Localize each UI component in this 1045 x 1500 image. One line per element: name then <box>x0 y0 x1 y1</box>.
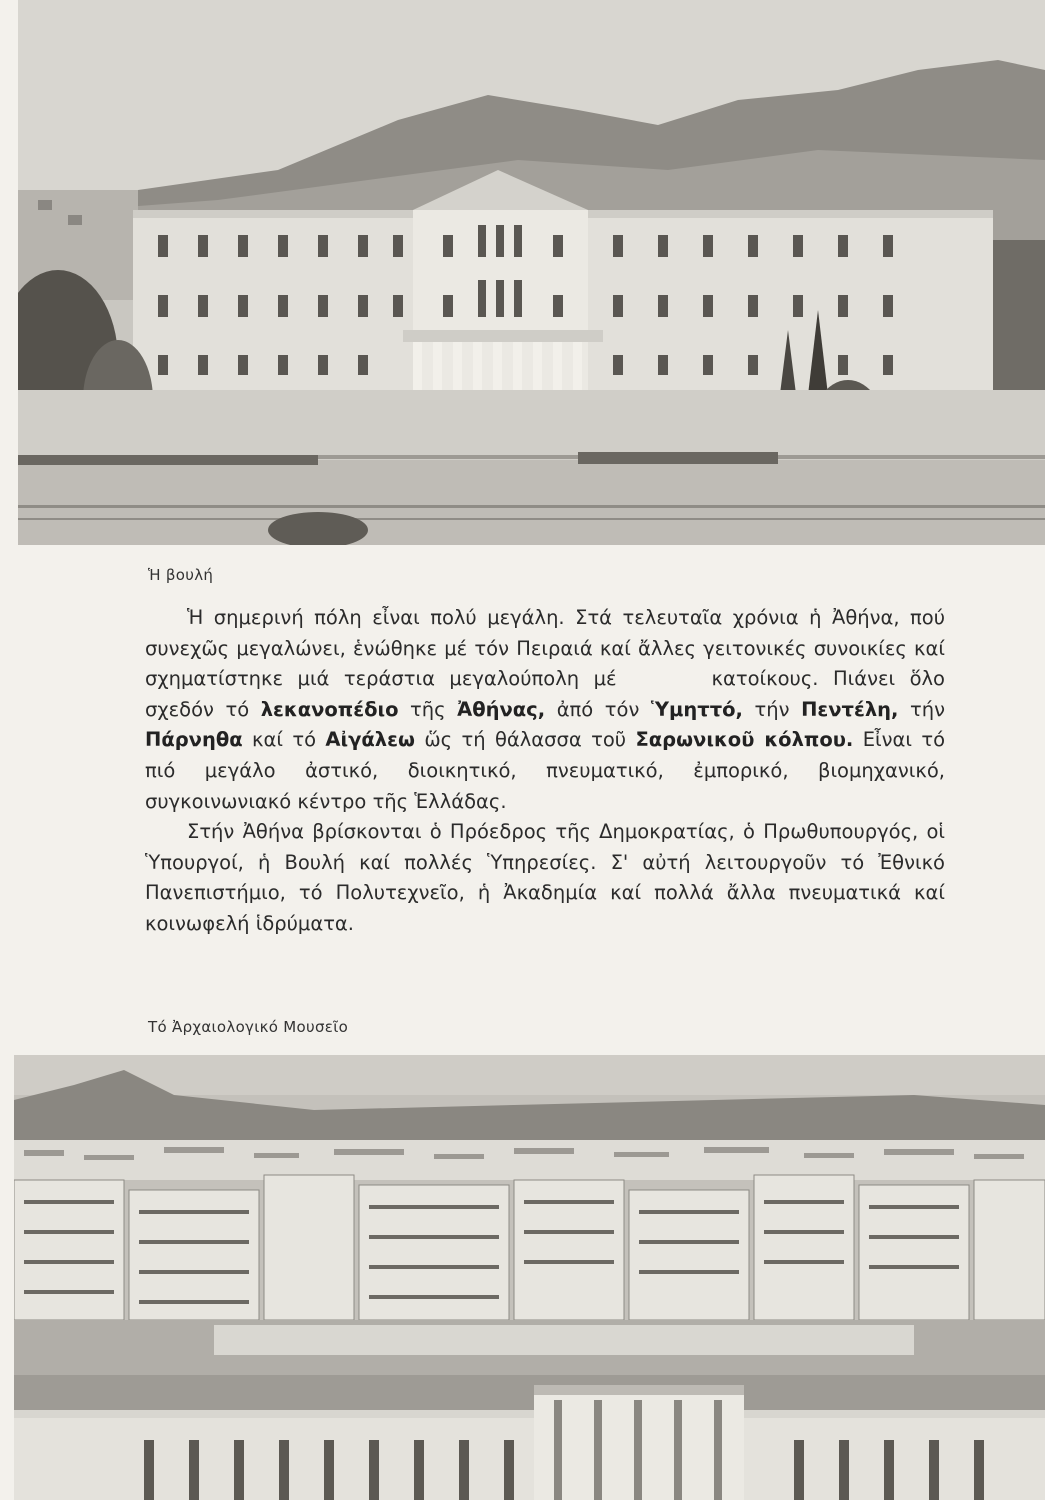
para1-text-3: τῆς <box>410 697 446 721</box>
parliament-illustration <box>18 0 1045 545</box>
term-athinas: Ἀθήνας, <box>457 697 546 721</box>
para1-text-6: τήν <box>910 697 945 721</box>
paragraph-1 <box>145 603 945 817</box>
paragraph-2: Στήν Ἀθήνα βρίσκονται ὁ Πρόεδρος τῆς Δημοκρατίας, ὁ Πρωθυπουργός, οἱ Ὑπουργοί, ἡ Βουλή καί πολλές Ὑπηρεσίες. Σ' αὐτή λειτουργοῦν τό Ἐθνικό Πανεπιστήμιο, τό Πολυτεχνεῖο, ἡ Ἀκαδημία καί πολλά ἄλλα πνευματικά καί κοινωφελή ἱδρύματα. <box>145 820 945 935</box>
para1-text-5: τήν <box>754 697 790 721</box>
term-lekanopedio: λεκανοπέδιο <box>260 697 399 721</box>
museum-photo <box>14 1055 1045 1500</box>
parliament-caption: Ἡ βουλή <box>148 566 214 584</box>
para1-text-4: ἀπό τόν <box>556 697 640 721</box>
parliament-photo <box>18 0 1045 545</box>
para1-text-7: καί τό <box>252 728 317 752</box>
term-penteli: Πεντέλη, <box>801 697 899 721</box>
para1-text-1: Ἡ σημερινή πόλη εἶναι πολύ μεγάλη. Στά τελευταῖα χρόνια ἡ Ἀθήνα, πού συνεχῶς μεγαλώνει, ἑνώθηκε μέ τόν Πειραιά καί ἄλλες γειτονικές συνοικίες καί σχηματίστηκε μιά τεράστια μεγαλούπολη μέ <box>145 606 945 691</box>
term-ymitto: Ὑμηττό, <box>650 697 743 721</box>
term-parnitha: Πάρνηθα <box>145 728 243 752</box>
term-saronikos: Σαρωνικοῦ κόλπου. <box>635 728 854 752</box>
para1-text-9: Εἶναι τό πιό μεγάλο ἀστικό, διοικητικό, πνευματικό, ἐμπορικό, βιομηχανικό, συγκοινωνιακό κέντρο τῆς Ἑλλάδας. <box>145 728 946 813</box>
body-text <box>145 603 945 940</box>
museum-caption: Τό Ἀρχαιολογικό Μουσεῖο <box>148 1018 349 1036</box>
museum-illustration <box>14 1055 1045 1500</box>
para1-text-8: ὥς τή θάλασσα τοῦ <box>424 728 627 752</box>
para1-text-2: κατοίκους. Πιάνει ὅλο σχεδόν τό <box>145 667 945 721</box>
term-aigaleo: Αἰγάλεω <box>325 728 415 752</box>
